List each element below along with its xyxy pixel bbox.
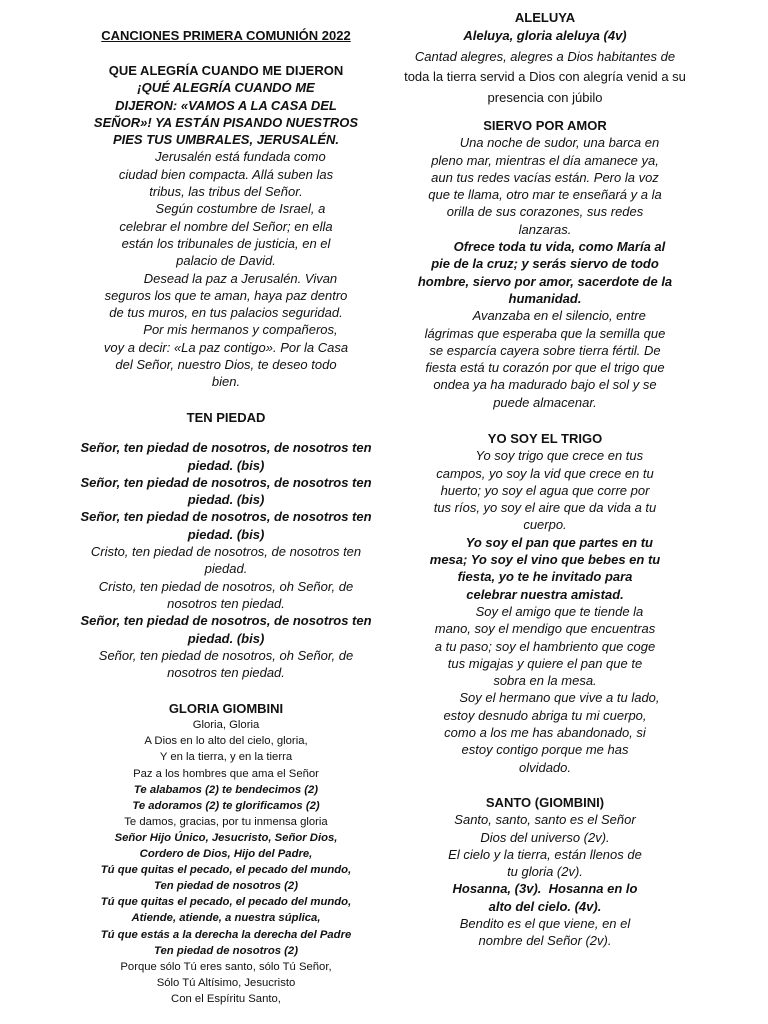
lyric-line: fiesta está tu corazón por que el trigo que: [425, 360, 665, 376]
lyric-line: Señor, ten piedad de nosotros, de nosotros ten: [80, 474, 372, 490]
lyric-line: orilla de sus corazones, sus redes: [446, 204, 644, 220]
lyric-line: toda la tierra servid a Dios con alegría venid a su: [404, 69, 686, 85]
lyric-line: huerto; yo soy el agua que corre por: [440, 482, 650, 498]
lyric-line: Hosanna, (3v). Hosanna en lo: [452, 881, 638, 897]
lyric-line: lágrimas que esperaba que la semilla que: [424, 325, 666, 341]
song-ten-piedad: [78, 409, 374, 681]
song-aleluya: [400, 9, 690, 108]
lyric-line: Una noche de sudor, una barca en: [430, 135, 660, 151]
lyric-line: pie de la cruz; y serás siervo de todo: [431, 256, 659, 272]
lyric-line: Señor, ten piedad de nosotros, de nosotros ten: [80, 440, 372, 456]
lyric-line: tus ríos, yo soy el aire que da vida a tu: [433, 500, 657, 516]
lyric-line: Sólo Tú Altísimo, Jesucristo: [156, 976, 296, 989]
lyric-line: SEÑOR»! YA ESTÁN PISANDO NUESTROS: [93, 114, 359, 130]
song-lyrics: [400, 26, 690, 108]
lyric-line: lanzaras.: [518, 221, 572, 237]
song-lyrics: [400, 134, 690, 411]
song-title: YO SOY EL TRIGO: [487, 431, 603, 446]
lyric-line: se esparcía cayera sobre tierra fértil. De: [429, 342, 661, 358]
lyric-line: Porque sólo Tú eres santo, sólo Tú Señor,: [120, 960, 332, 973]
lyric-line: voy a decir: «La paz contigo». Por la Casa: [103, 339, 349, 355]
lyric-line: como a los me has abandonado, si: [444, 725, 646, 741]
song-que-alegria: [78, 62, 374, 391]
lyric-line: mano, soy el mendigo que encuentras: [434, 621, 656, 637]
lyric-line: Señor Hijo Único, Jesucristo, Señor Dios,: [114, 831, 338, 844]
lyric-line: Y en la tierra, y en la tierra: [159, 751, 293, 764]
lyric-line: Paz a los hombres que ama el Señor: [133, 767, 319, 780]
lyric-line: bien.: [211, 374, 241, 390]
lyric-line: Atiende, atiende, a nuestra súplica,: [131, 912, 321, 925]
song-siervo-por-amor: [400, 117, 690, 411]
lyric-line: Tú que estás a la derecha la derecha del Padre: [100, 928, 352, 941]
lyric-line: campos, yo soy la vid que crece en tu: [436, 465, 654, 481]
lyric-line: Desead la paz a Jerusalén. Vivan: [114, 270, 338, 286]
song-santo: [400, 794, 690, 950]
lyric-line: Tú que quitas el pecado, el pecado del mundo,: [100, 896, 352, 909]
document-title: CANCIONES PRIMERA COMUNIÓN 2022: [101, 28, 351, 43]
lyric-line: Gloria, Gloria: [192, 719, 260, 732]
lyric-line: hombre, siervo por amor, sacerdote de la: [417, 273, 673, 289]
lyric-line: Cantad alegres, alegres a Dios habitantes de: [414, 48, 676, 64]
song-lyrics: [400, 811, 690, 949]
lyric-line: presencia con júbilo: [487, 89, 603, 105]
song-lyrics: [78, 439, 374, 681]
lyric-line: fiesta, yo te he invitado para: [457, 569, 633, 585]
song-lyrics: [400, 447, 690, 776]
lyric-line: Jerusalén está fundada como: [126, 149, 326, 165]
lyric-line: Te damos, gracias, por tu inmensa gloria: [124, 815, 328, 828]
lyric-line: celebrar nuestra amistad.: [466, 586, 624, 602]
lyric-line: Cristo, ten piedad de nosotros, oh Señor, de: [98, 578, 354, 594]
lyric-line: Te adoramos (2) te glorificamos (2): [132, 799, 320, 812]
lyric-line: Ofrece toda tu vida, como María al: [424, 239, 666, 255]
lyric-line: ondea ya ha madurado bajo el sol y se: [433, 377, 657, 393]
lyric-line: del Señor, nuestro Dios, te deseo todo: [115, 357, 337, 373]
lyric-line: alto del cielo. (4v).: [488, 898, 602, 914]
lyric-line: A Dios en lo alto del cielo, gloria,: [144, 735, 308, 748]
lyric-line: celebrar el nombre del Señor; en ella: [119, 218, 333, 234]
lyric-line: piedad.: [204, 561, 248, 577]
lyric-line: Según costumbre de Israel, a: [126, 201, 326, 217]
lyric-line: El cielo y la tierra, están llenos de: [448, 846, 642, 862]
lyric-line: Con el Espíritu Santo,: [171, 992, 281, 1005]
lyric-line: Te alabamos (2) te bendecimos (2): [133, 783, 319, 796]
lyric-line: Yo soy el pan que partes en tu: [437, 534, 653, 550]
lyric-line: Cristo, ten piedad de nosotros, de nosotros ten: [90, 544, 362, 560]
lyric-line: estoy contigo porque me has: [461, 742, 629, 758]
song-lyrics: [78, 79, 374, 390]
lyric-line: Señor, ten piedad de nosotros, de nosotros ten: [80, 613, 372, 629]
lyric-line: estoy desnudo abriga tu mi cuerpo,: [443, 707, 647, 723]
lyric-line: Yo soy trigo que crece en tus: [446, 448, 644, 464]
lyric-line: tu gloria (2v).: [507, 864, 583, 880]
song-title: SIERVO POR AMOR: [483, 118, 607, 133]
lyric-line: tribus, las tribus del Señor.: [149, 184, 303, 200]
lyric-line: Santo, santo, santo es el Señor: [454, 812, 636, 828]
lyric-line: humanidad.: [508, 290, 582, 306]
lyric-line: piedad. (bis): [187, 526, 265, 542]
lyric-line: PIES TUS UMBRALES, JERUSALÉN.: [112, 132, 340, 148]
lyric-line: ¡QUÉ ALEGRÍA CUANDO ME: [137, 80, 315, 96]
lyric-line: nombre del Señor (2v).: [478, 933, 612, 949]
lyric-line: piedad. (bis): [187, 457, 265, 473]
lyric-line: piedad. (bis): [187, 630, 265, 646]
lyric-line: están los tribunales de justicia, en el: [121, 235, 331, 251]
lyric-line: Bendito es el que viene, en el: [459, 916, 631, 932]
lyric-line: nosotros ten piedad.: [167, 595, 285, 611]
lyric-line: DIJERON: «VAMOS A LA CASA DEL: [115, 97, 337, 113]
lyric-line: que te llama, otro mar te enseñará y a la: [428, 187, 662, 203]
lyric-line: ciudad bien compacta. Allá suben las: [118, 166, 334, 182]
lyric-line: sobra en la mesa.: [493, 673, 597, 689]
lyric-line: Soy el hermano que vive a tu lado,: [430, 690, 660, 706]
song-gloria: [78, 700, 374, 1007]
lyric-line: puede almacenar.: [493, 394, 597, 410]
lyric-line: a tu paso; soy el hambriento que coge: [434, 638, 656, 654]
lyric-line: Tú que quitas el pecado, el pecado del mundo,: [100, 864, 352, 877]
song-title: GLORIA GIOMBINI: [168, 701, 284, 716]
lyric-line: seguros los que te aman, haya paz dentro: [104, 287, 348, 303]
lyric-line: tus migajas y quiere el pan que te: [447, 655, 643, 671]
lyric-line: piedad. (bis): [187, 492, 265, 508]
lyric-line: cuerpo.: [523, 517, 567, 533]
lyric-line: Señor, ten piedad de nosotros, de nosotros ten: [80, 509, 372, 525]
lyric-line: palacio de David.: [176, 253, 276, 269]
song-title: TEN PIEDAD: [186, 410, 266, 425]
lyric-line: aun tus redes vacías están. Pero la voz: [431, 169, 659, 185]
lyric-line: Soy el amigo que te tiende la: [446, 603, 644, 619]
song-title: ALELUYA: [514, 10, 576, 25]
document-title-block: [78, 27, 374, 44]
song-title: SANTO (GIOMBINI): [485, 795, 605, 810]
lyric-line: Ten piedad de nosotros (2): [154, 944, 298, 957]
lyric-line: Dios del universo (2v).: [480, 829, 610, 845]
lyric-line: pleno mar, mientras el día amanece ya,: [431, 152, 659, 168]
lyric-line: Cordero de Dios, Hijo del Padre,: [139, 848, 313, 861]
lyric-line: Avanzaba en el silencio, entre: [444, 308, 646, 324]
lyric-line: de tus muros, en tus palacios seguridad.: [109, 305, 343, 321]
lyric-line: Por mis hermanos y compañeros,: [114, 322, 338, 338]
lyric-line: Ten piedad de nosotros (2): [154, 880, 298, 893]
lyric-line: olvidado.: [518, 759, 572, 775]
lyric-line: mesa; Yo soy el vino que bebes en tu: [429, 552, 661, 568]
lyric-line: Aleluya, gloria aleluya (4v): [463, 28, 627, 44]
lyric-line: Señor, ten piedad de nosotros, oh Señor, de: [98, 647, 354, 663]
lyric-line: nosotros ten piedad.: [167, 665, 285, 681]
song-title: QUE ALEGRÍA CUANDO ME DIJERON: [108, 63, 344, 78]
song-yo-soy-el-trigo: [400, 430, 690, 776]
song-lyrics: [78, 717, 374, 1007]
